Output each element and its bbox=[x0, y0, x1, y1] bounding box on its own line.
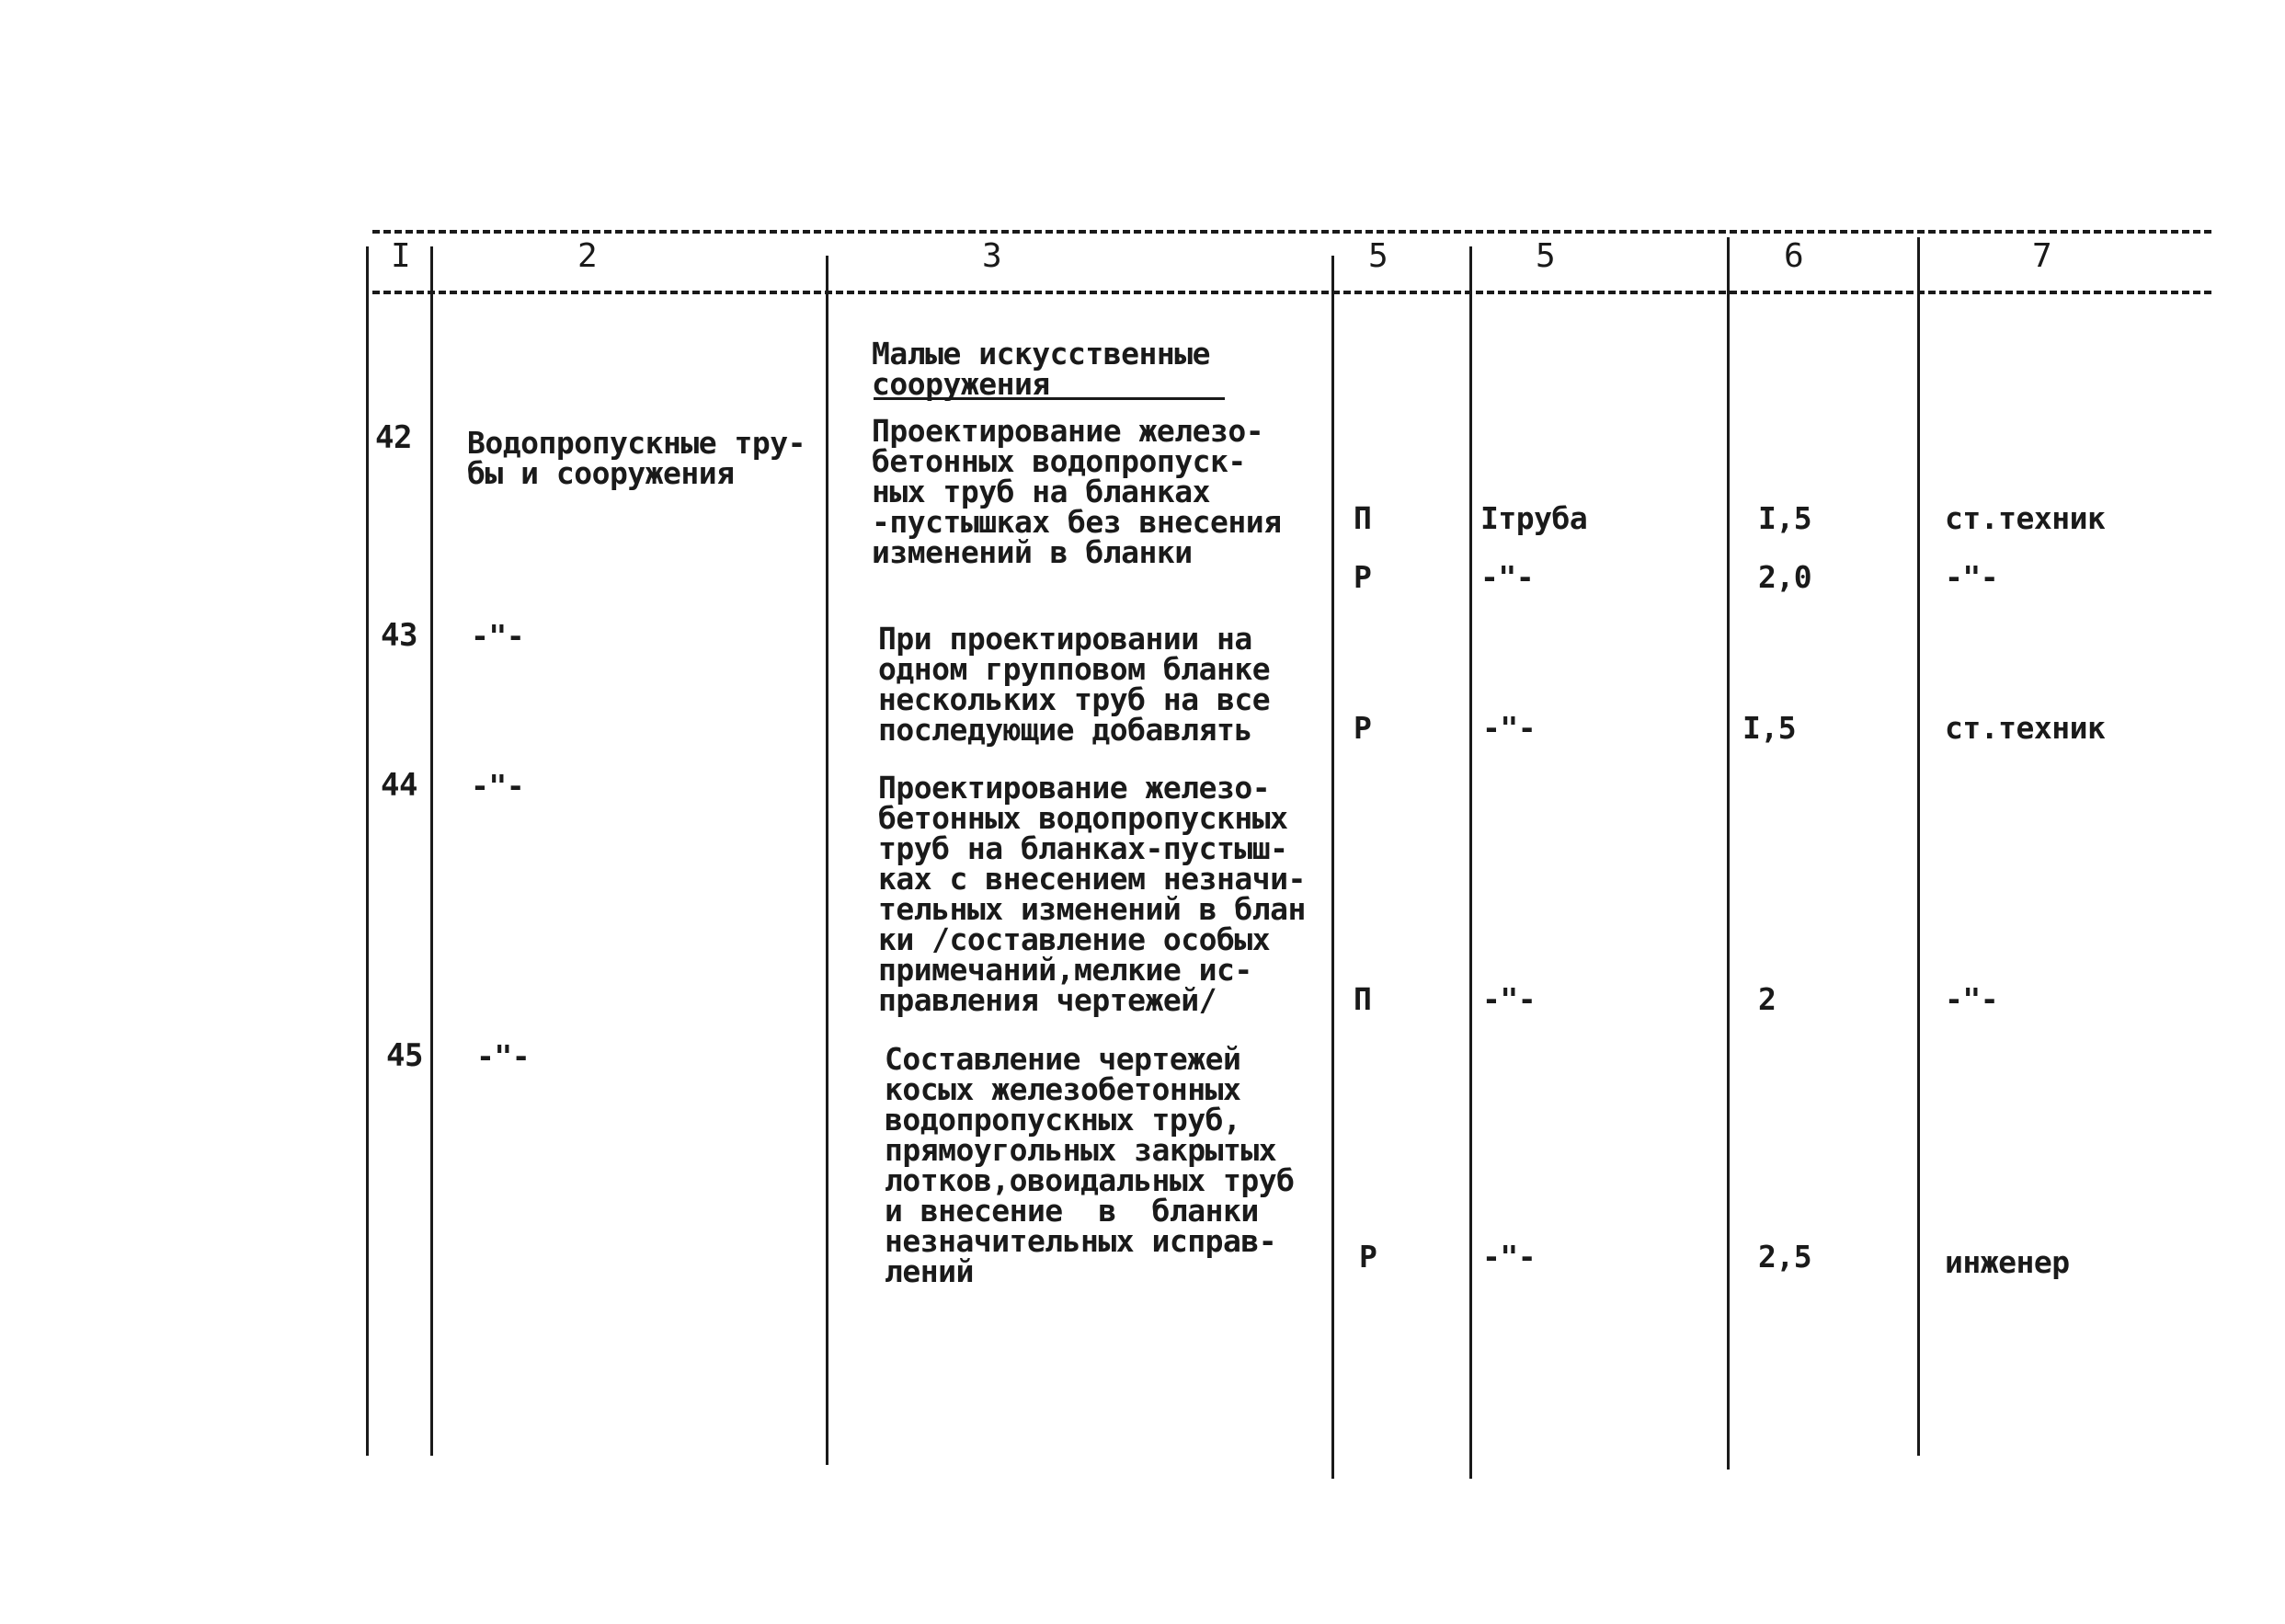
row-value: 2,5 bbox=[1758, 1239, 1812, 1275]
column-divider-5-6 bbox=[1727, 237, 1730, 1470]
column-header-6: 6 bbox=[1784, 237, 1804, 275]
section-title: Малые искусственные сооружения bbox=[872, 336, 1210, 402]
row-description: При проектировании на одном групповом бланке нескольких труб на все последующие добавлять bbox=[878, 621, 1271, 748]
column-header-1: I bbox=[391, 237, 411, 275]
row-value: 2 bbox=[1758, 981, 1777, 1017]
row-number: 44 bbox=[381, 767, 417, 804]
row-category: П bbox=[1354, 981, 1372, 1017]
row-category: Р bbox=[1354, 559, 1372, 595]
row-name: Водопропускные тру- бы и сооружения bbox=[467, 425, 805, 491]
row-performer: -"- bbox=[1945, 559, 1999, 595]
column-divider-left bbox=[366, 246, 369, 1456]
row-category: Р bbox=[1354, 710, 1372, 746]
column-header-7: 7 bbox=[2032, 237, 2052, 275]
row-performer: ст.техник bbox=[1945, 710, 2106, 746]
row-category: Р bbox=[1359, 1239, 1377, 1275]
row-performer: -"- bbox=[1945, 981, 1999, 1017]
row-category: П bbox=[1354, 500, 1372, 536]
row-description: Составление чертежей косых железобетонных водопропускных труб, прямоугольных закрытых лотков,овоидальных труб и внесение в бланки незначительных исправ- лений bbox=[885, 1041, 1295, 1289]
row-value: I,5 bbox=[1758, 500, 1812, 536]
row-unit: -"- bbox=[1482, 710, 1537, 746]
row-unit: Iтруба bbox=[1480, 500, 1588, 536]
row-performer: инженер bbox=[1945, 1244, 2070, 1280]
header-bottom-rule bbox=[372, 291, 2211, 294]
column-header-4: 5 bbox=[1368, 237, 1388, 275]
row-value: 2,0 bbox=[1758, 559, 1812, 595]
row-number: 42 bbox=[375, 419, 412, 456]
section-title-underline bbox=[874, 397, 1225, 400]
row-name: -"- bbox=[476, 1038, 531, 1074]
row-name: -"- bbox=[471, 768, 525, 804]
row-value: I,5 bbox=[1742, 710, 1797, 746]
column-divider-6-7 bbox=[1917, 237, 1920, 1456]
row-description: Проектирование железо- бетонных водопропускных труб на бланках-пустыш- ках с внесением незначи- тельных изменений в блан ки /составление особых примечаний,мелкие ис- правления чертежей/ bbox=[878, 770, 1306, 1018]
row-name: -"- bbox=[471, 618, 525, 654]
row-performer: ст.техник bbox=[1945, 500, 2106, 536]
row-description: Проектирование железо- бетонных водопропуск- ных труб на бланках -пустышках без внесения изменений в бланки bbox=[872, 413, 1282, 570]
column-divider-2-3 bbox=[826, 256, 828, 1465]
row-unit: -"- bbox=[1480, 559, 1535, 595]
column-divider-3-4 bbox=[1331, 256, 1334, 1479]
column-header-5: 5 bbox=[1536, 237, 1556, 275]
column-divider-4-5 bbox=[1469, 246, 1472, 1479]
row-unit: -"- bbox=[1482, 1239, 1537, 1275]
column-header-3: 3 bbox=[982, 237, 1002, 275]
row-number: 45 bbox=[386, 1037, 423, 1074]
column-divider-1-2 bbox=[430, 246, 433, 1456]
row-number: 43 bbox=[381, 617, 417, 654]
column-header-2: 2 bbox=[577, 237, 598, 275]
header-top-rule bbox=[372, 230, 2211, 234]
row-unit: -"- bbox=[1482, 981, 1537, 1017]
